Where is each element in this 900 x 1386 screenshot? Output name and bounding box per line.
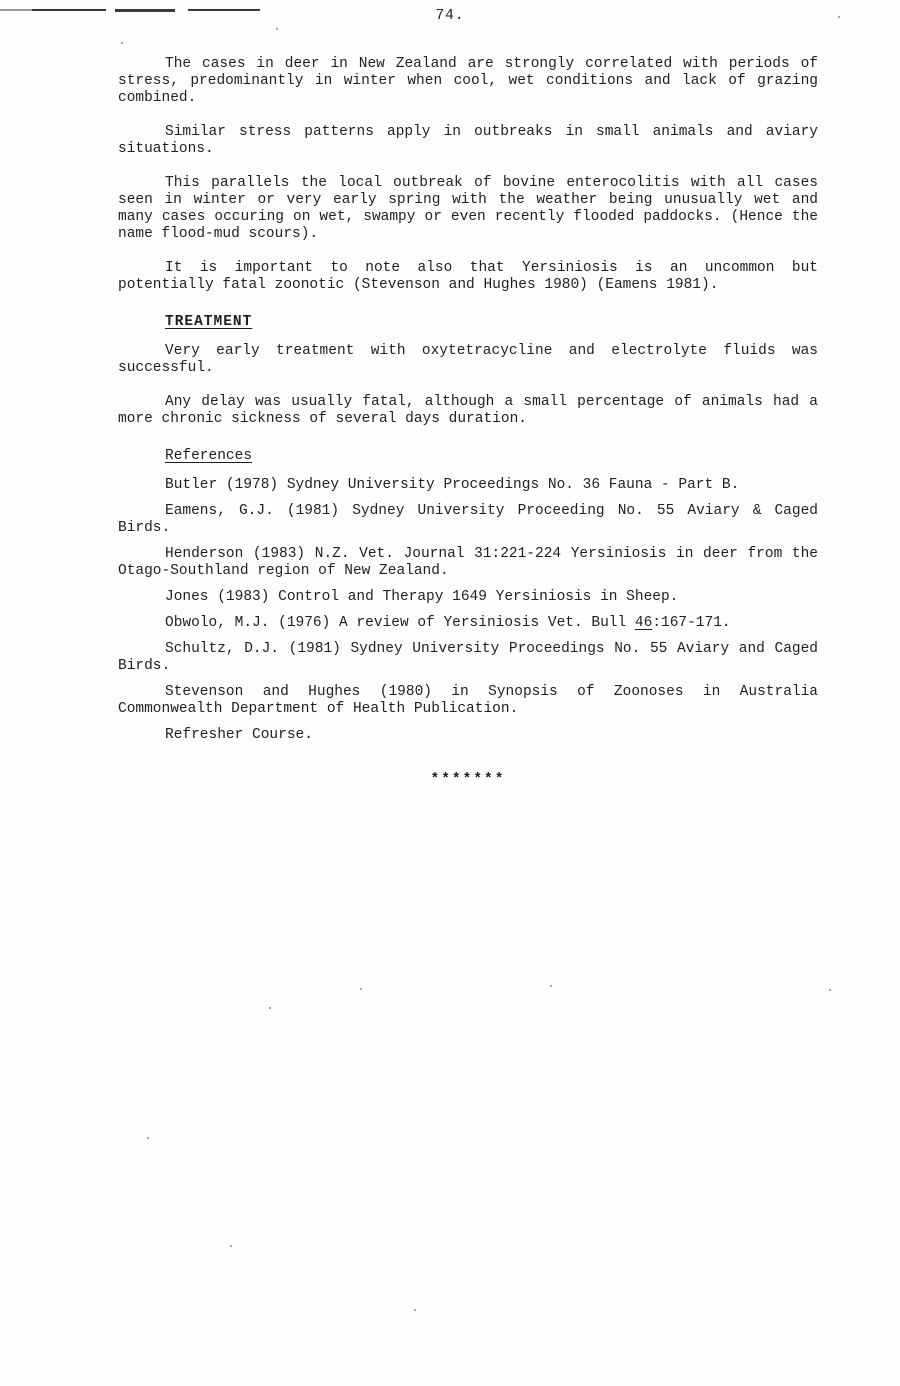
- reference-item: Schultz, D.J. (1981) Sydney University Proceedings No. 55 Aviary and Caged Birds.: [118, 641, 818, 674]
- paragraph: The cases in deer in New Zealand are strongly correlated with periods of stress, predominantly in winter when cool, wet conditions and lack of grazing combined.: [118, 56, 818, 106]
- reference-item: Butler (1978) Sydney University Proceedings No. 36 Fauna - Part B.: [165, 477, 740, 493]
- document-body: [118, 56, 818, 789]
- references-heading: [118, 448, 818, 465]
- reference-item: [118, 615, 818, 632]
- treatment-heading-text: TREATMENT: [165, 314, 253, 330]
- scan-speck: [121, 42, 123, 44]
- reference-text: :167-171.: [652, 615, 731, 631]
- scan-speck: [269, 1007, 271, 1009]
- scan-speck: [360, 988, 362, 990]
- page-number: 74.: [435, 8, 465, 24]
- scan-artifact-line: [188, 9, 260, 11]
- scan-speck: [550, 985, 552, 987]
- reference-item: Henderson (1983) N.Z. Vet. Journal 31:221-224 Yersiniosis in deer from the Otago-Southland region of New Zealand.: [118, 546, 818, 579]
- scan-speck: [414, 1309, 416, 1311]
- scan-speck: [276, 28, 278, 30]
- scan-speck: [230, 1245, 232, 1247]
- asterisk-separator: *******: [430, 772, 506, 788]
- paragraph: It is important to note also that Yersiniosis is an uncommon but potentially fatal zoonotic (Stevenson and Hughes 1980) (Eamens 1981).: [118, 260, 818, 293]
- reference-item: Stevenson and Hughes (1980) in Synopsis of Zoonoses in Australia Commonwealth Department of Health Publication.: [118, 684, 818, 717]
- reference-item: Jones (1983) Control and Therapy 1649 Yersiniosis in Sheep.: [165, 589, 679, 605]
- reference-text: Obwolo, M.J. (1976) A review of Yersiniosis Vet. Bull: [165, 615, 635, 631]
- reference-item: Eamens, G.J. (1981) Sydney University Proceeding No. 55 Aviary & Caged Birds.: [118, 503, 818, 536]
- scan-speck: [829, 989, 831, 991]
- treatment-heading: [118, 314, 818, 331]
- scan-speck: [838, 16, 840, 18]
- paragraph: Similar stress patterns apply in outbreaks in small animals and aviary situations.: [118, 124, 818, 157]
- scan-artifact-line: [32, 9, 106, 11]
- paragraph: Very early treatment with oxytetracycline and electrolyte fluids was successful.: [118, 343, 818, 376]
- paragraph: This parallels the local outbreak of bovine enterocolitis with all cases seen in winter or very early spring with the weather being unusually wet and many cases occuring on wet, swampy or even recently flooded paddocks. (Hence the name flood-mud scours).: [118, 175, 818, 242]
- reference-volume-underlined: 46: [634, 615, 653, 631]
- references-heading-text: References: [165, 448, 253, 464]
- scan-speck: [147, 1137, 149, 1139]
- scan-artifact-line: [115, 9, 175, 12]
- paragraph: Any delay was usually fatal, although a small percentage of animals had a more chronic sickness of several days duration.: [118, 394, 818, 427]
- closing-line: Refresher Course.: [165, 727, 313, 743]
